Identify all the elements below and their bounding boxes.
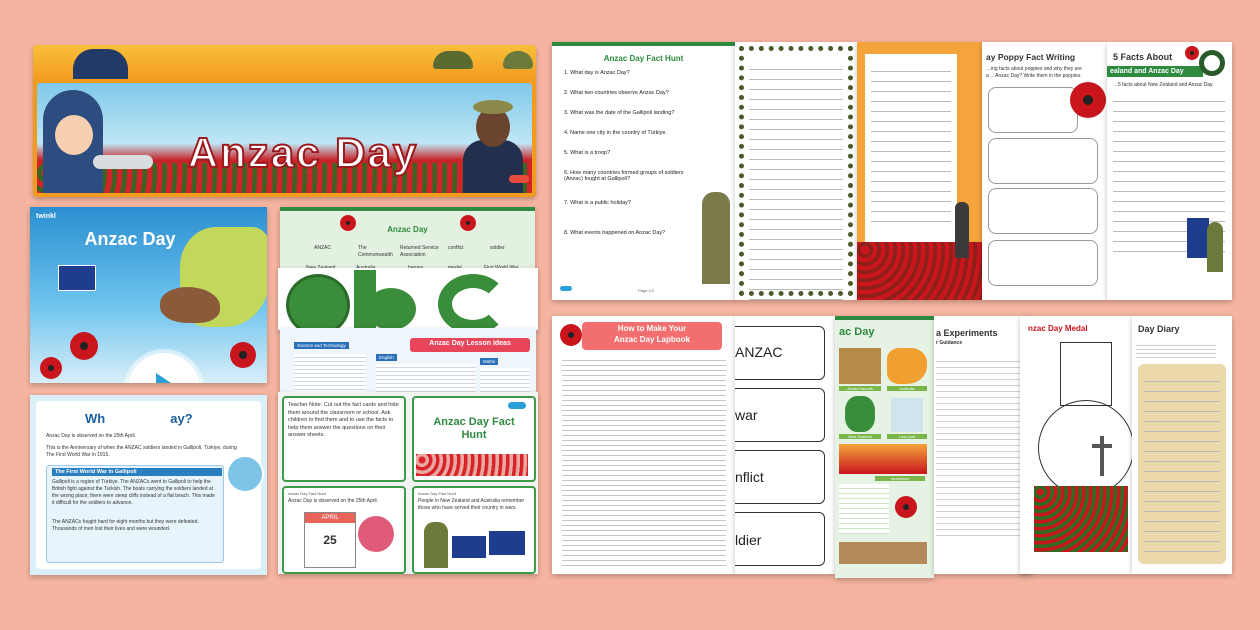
five-facts-title: 5 Facts About	[1113, 52, 1173, 62]
five-facts-intro: …5 facts about New Zealand and Anzac Day.	[1113, 82, 1214, 88]
poppy-icon	[40, 357, 62, 379]
word: The Commonwealth	[358, 245, 393, 258]
lesson-ideas-title: Anzac Day Lesson Ideas	[429, 340, 511, 347]
wreath-icon	[1199, 50, 1225, 76]
question: 1. What day is Anzac Day?	[564, 70, 630, 76]
beret-icon	[473, 100, 513, 114]
writing-box	[988, 188, 1098, 234]
fact-hunt-cards	[278, 392, 538, 574]
poppy-bunch-icon	[358, 516, 394, 552]
powerpoint-slide	[30, 207, 267, 383]
alphabet-letters	[278, 268, 538, 330]
poppy-icon	[895, 496, 917, 518]
question: 3. What was the date of the Gallipoli landing?	[564, 110, 675, 116]
australia-map-icon	[887, 348, 927, 384]
medal-template	[1020, 316, 1132, 574]
poppy-writing-title: ay Poppy Fact Writing	[986, 52, 1076, 62]
question: 4. Name one city in the country of Türkiye.	[564, 130, 667, 136]
experiments-subtitle: r Guidance	[936, 340, 963, 346]
letter-b-icon	[366, 288, 416, 330]
question: 7. What is a public holiday?	[564, 200, 631, 206]
word-cards	[735, 316, 835, 574]
question: 6. How many countries formed groups of soldiers (Anzac) fought at Gallipoli?	[564, 170, 684, 182]
experiments-guide	[934, 316, 1032, 574]
title-card	[412, 396, 536, 482]
word-card-text: war	[735, 407, 758, 423]
fact-card	[412, 486, 536, 574]
soldier-silhouette-icon	[955, 202, 969, 258]
poppy-writing-intro: …ing facts about poppies and why they are a …Anzac Day? Write them in the poppies.	[986, 66, 1082, 79]
calendar-icon	[304, 512, 356, 568]
nz-map-icon	[845, 396, 875, 432]
info-paragraph: This is the Anniversary of when the ANZAC soldiers landed in Gallipoli, Türkiye, during The First World War in 1915.	[46, 445, 237, 458]
twinkl-logo	[509, 175, 529, 183]
lapbook-title: Anzac Day Lapbook	[613, 335, 690, 344]
soldier-head-icon	[73, 49, 128, 79]
play-button[interactable]	[128, 353, 200, 383]
word: ANZAC	[314, 245, 331, 251]
calendar-day: 25	[323, 533, 337, 547]
play-icon	[156, 373, 180, 383]
poppy-field	[416, 454, 528, 476]
fact-label: Anzac Day Fact Hunt	[288, 491, 326, 496]
box-paragraph: The ANZACs fought hard for eight months but they were defeated. Thousands of men lost their lives and were wounded.	[52, 519, 199, 532]
medal-title: nzac Day Medal	[1028, 324, 1088, 333]
poppy-icon	[560, 324, 582, 346]
poppy-fact-writing	[982, 42, 1107, 300]
landscape-image	[839, 542, 927, 564]
nz-flag-icon	[58, 265, 96, 291]
info-sheet	[30, 395, 267, 575]
bugler-icon	[891, 398, 923, 432]
picture-word-mat	[835, 316, 934, 578]
question: 8. What events happened on Anzac Day?	[564, 230, 666, 236]
face-icon	[55, 115, 93, 155]
cross-icon	[1092, 444, 1112, 448]
soldier-illustration	[702, 192, 730, 284]
word: soldier	[490, 245, 505, 251]
word-card-text: ldier	[735, 532, 762, 548]
lesson-ideas	[280, 328, 536, 398]
soldier-illustration	[424, 522, 448, 568]
word: conflict	[448, 245, 464, 251]
globe-icon	[226, 455, 264, 493]
five-facts-subtitle: ealand and Anzac Day	[1107, 66, 1203, 77]
biscuit-image	[839, 348, 881, 384]
display-banner	[33, 45, 536, 197]
teacher-note: Teacher Note: Cut out the fact cards and hide them around the classroom or school. Ask children to find them and to use the facts to help them answer the questions on their answer sheets.	[288, 402, 399, 438]
picture-label: remember	[875, 476, 925, 481]
column-heading: Maths	[480, 358, 498, 365]
box-paragraph: Gallipoli is a region of Türkiye. The ANZACs went to Gallipoli to help the British fight against the Turkish. The boats carrying the soldiers landed at the wrong place; there were steep cliffs instead of a flat beach. This made it difficult for the soldiers to advance.	[52, 479, 215, 506]
twinkl-logo	[560, 286, 572, 291]
question: 2. What two countries observe Anzac Day?	[564, 90, 669, 96]
word-mat-title: Anzac Day	[387, 225, 428, 234]
page-number: Page 1/2	[638, 288, 655, 293]
poppy-icon	[1070, 82, 1106, 118]
soldiers-sunset-image	[839, 444, 927, 474]
cross-icon	[1100, 436, 1104, 476]
picture-mat-title: ac Day	[839, 326, 875, 338]
word-card-text: nflict	[735, 469, 764, 485]
nz-flag-icon	[452, 536, 486, 558]
writing-box	[988, 87, 1078, 133]
picture-label: New Zealand	[839, 434, 881, 439]
twinkl-logo	[508, 402, 526, 409]
experiments-title: a Experiments	[936, 328, 998, 338]
column-heading: Science and Technology	[294, 342, 349, 349]
medal-ribbon	[1060, 342, 1112, 406]
diary-page	[1132, 316, 1232, 574]
poppy-field	[1034, 486, 1128, 552]
info-title: Wh ay?	[85, 411, 193, 426]
box-heading: The First World War in Gallipoli	[52, 468, 222, 476]
word-mat	[280, 207, 535, 276]
column-heading: English	[376, 354, 397, 361]
question: 5. What is a troop?	[564, 150, 611, 156]
info-intro: Anzac Day is observed on the 25th April.	[46, 433, 137, 439]
letter-c-icon	[438, 274, 508, 330]
fact-hunt-title: Anzac Day Fact Hunt	[603, 54, 684, 63]
fact-text: Anzac Day is observed on the 25th April.	[288, 498, 379, 504]
hunt-card-title: Anzac Day Fact Hunt	[433, 416, 515, 441]
word-card-text: ANZAC	[735, 344, 783, 360]
poppy-icon	[1185, 46, 1199, 60]
calendar-month: APRIL	[305, 513, 355, 523]
teacher-note-card	[282, 396, 406, 482]
soldier-hat-icon	[433, 51, 473, 69]
lapbook-title: How to Make Your	[617, 324, 687, 333]
poppy-icon	[230, 342, 256, 368]
soldier-illustration	[1207, 222, 1223, 272]
lapbook-instructions	[552, 316, 735, 574]
twinkl-logo: twinkl	[36, 213, 56, 220]
picture-label: Anzac biscuits	[839, 386, 881, 391]
nz-flag-icon	[1187, 218, 1209, 258]
fact-hunt-sheet	[552, 42, 735, 300]
five-facts-sheet	[1107, 42, 1232, 300]
word: Returned Service Association	[400, 245, 439, 258]
fact-text: People in New Zealand and Australia remember those who have served their country in wars.	[418, 498, 525, 511]
writing-box	[988, 138, 1098, 184]
writing-box	[988, 240, 1098, 286]
letter-a-icon	[286, 274, 350, 330]
bird-icon	[160, 287, 220, 323]
powerpoint-title: Anzac Day	[84, 229, 176, 249]
diary-title: Day Diary	[1138, 324, 1180, 334]
picture-label: Last post	[887, 434, 927, 439]
australia-flag-icon	[488, 530, 526, 556]
fact-card	[282, 486, 406, 574]
medal-circle	[1038, 400, 1132, 496]
fact-label: Anzac Day Fact Hunt	[418, 491, 456, 496]
sunset-writing-page	[857, 42, 982, 300]
poppy-icon	[70, 332, 98, 360]
writing-page	[735, 42, 857, 300]
banner-title: Anzac Day	[187, 129, 419, 176]
picture-label: Australia	[887, 386, 927, 391]
